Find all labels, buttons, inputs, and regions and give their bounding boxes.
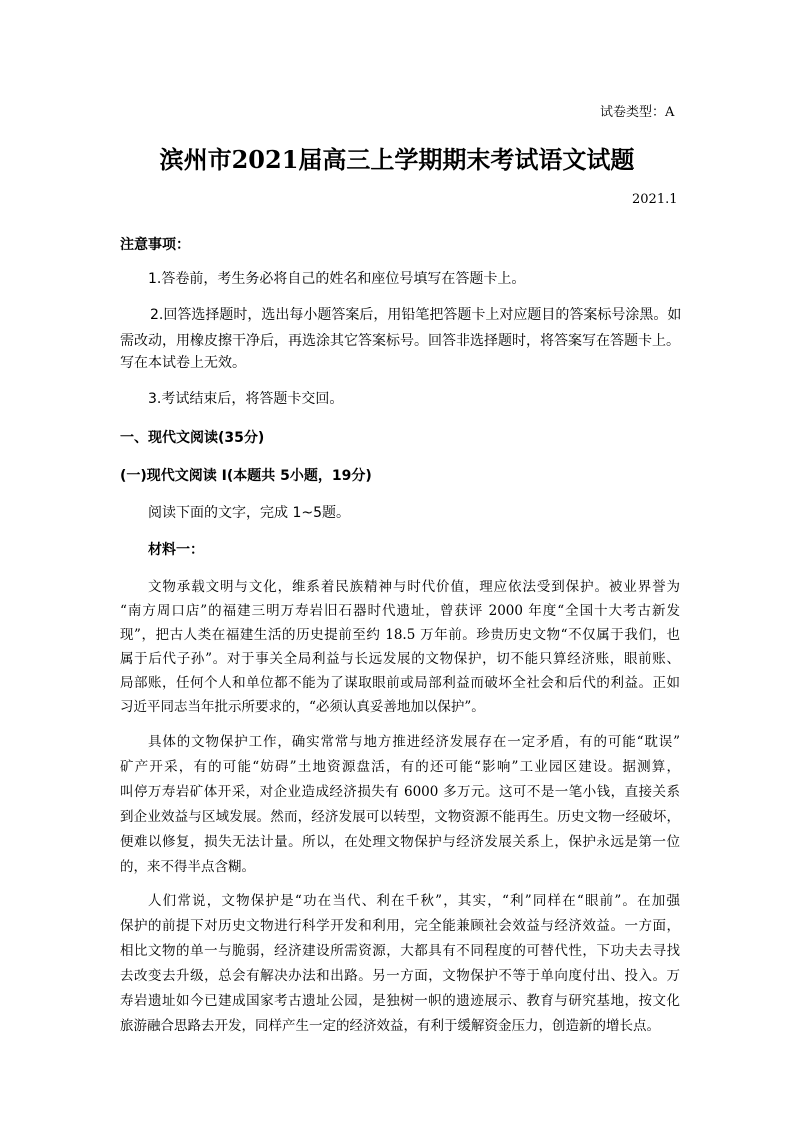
- note-item-2-line-3: 写在本试卷上无效。: [120, 355, 246, 371]
- article-p3-line: 去改变去升级，总会有解决办法和出路。另一方面，文物保护不等于单向度付出、投入。万: [120, 968, 680, 984]
- article-p2-line: 便难以修复，损失无法计量。所以，在处理文物保护与经济发展关系上，保护永远是第一位: [120, 834, 680, 850]
- article-p3-line: 寿岩遗址如今已建成国家考古遗址公园，是独树一帜的遗迹展示、教育与研究基地，按文化: [120, 993, 680, 1009]
- article-p3-line: 相比文物的单一与脆弱，经济建设所需资源，大都具有不同程度的可替代性，下功夫去寻找: [120, 943, 680, 959]
- article-p2-line: 的，来不得半点含糊。: [120, 859, 255, 875]
- reading-instruction: 阅读下面的文字，完成 1~5题。: [148, 505, 350, 521]
- article-p2-line: 具体的文物保护工作，确实常常与地方推进经济发展存在一定矛盾，有的可能“耽误”: [148, 734, 680, 750]
- exam-title: 滨州市2021届高三上学期期末考试语文试题: [159, 145, 635, 174]
- section-heading: 一、现代文阅读(35分): [120, 430, 265, 446]
- article-p3-line: 旅游融合思路去开发，同样产生一定的经济效益，有利于缓解资金压力，创造新的增长点。: [120, 1018, 660, 1034]
- note-item-2-line-1: 2.回答选择题时，选出每小题答案后，用铅笔把答题卡上对应题目的答案标号涂黑。如: [150, 307, 682, 323]
- article-p1-line: 文物承载文明与文化，维系着民族精神与时代价值，理应依法受到保护。被业界誉为: [148, 579, 680, 595]
- note-item-1: 1.答卷前，考生务必将自己的姓名和座位号填写在答题卡上。: [148, 271, 526, 287]
- article-p1-line: 习近平同志当年批示所要求的，“必须认真妥善地加以保护”。: [120, 699, 485, 715]
- note-item-3: 3.考试结束后，将答题卡交回。: [148, 391, 344, 407]
- article-p3-line: 保护的前提下对历史文物进行科学开发和利用，完全能兼顾社会效益与经济效益。一方面，: [120, 918, 680, 934]
- notes-heading: 注意事项：: [120, 237, 190, 253]
- subsection-heading: (一)现代文阅读 I(本题共 5小题，19分): [120, 468, 372, 484]
- article-p2-line: 叫停万寿岩矿体开采，对企业造成经济损失有 6000 多万元。这可不是一笔小钱，直接关系: [120, 784, 680, 800]
- article-p2-line: 矿产开采，有的可能“妨碍”土地资源盘活，有的还可能“影响”工业园区建设。据测算，: [120, 759, 680, 775]
- note-item-2-line-2: 需改动，用橡皮擦干净后，再选涂其它答案标号。回答非选择题时，将答案写在答题卡上。: [120, 333, 680, 349]
- article-p1-line: 属于后代子孙”。对于事关全局利益与长远发展的文物保护，切不能只算经济账，眼前账、: [120, 651, 680, 667]
- article-p1-line: “南方周口店”的福建三明万寿岩旧石器时代遗址，曾获评 2000 年度“全国十大考古新发: [120, 603, 680, 619]
- article-p1-line: 现”，把古人类在福建生活的历史提前至约 18.5 万年前。珍贵历史文物“不仅属于我们，也: [120, 627, 680, 643]
- material-label: 材料一：: [148, 542, 204, 558]
- article-p1-line: 局部账，任何个人和单位都不能为了谋取眼前或局部利益而破坏全社会和后代的利益。正如: [120, 675, 680, 691]
- exam-date: 2021.1: [632, 192, 678, 207]
- exam-type-label: 试卷类型：A: [600, 105, 675, 120]
- article-p3-line: 人们常说，文物保护是“功在当代、利在千秋”，其实，“利”同样在“眼前”。在加强: [148, 893, 680, 909]
- article-p2-line: 到企业效益与区域发展。然而，经济发展可以转型，文物资源不能再生。历史文物一经破坏，: [120, 809, 680, 825]
